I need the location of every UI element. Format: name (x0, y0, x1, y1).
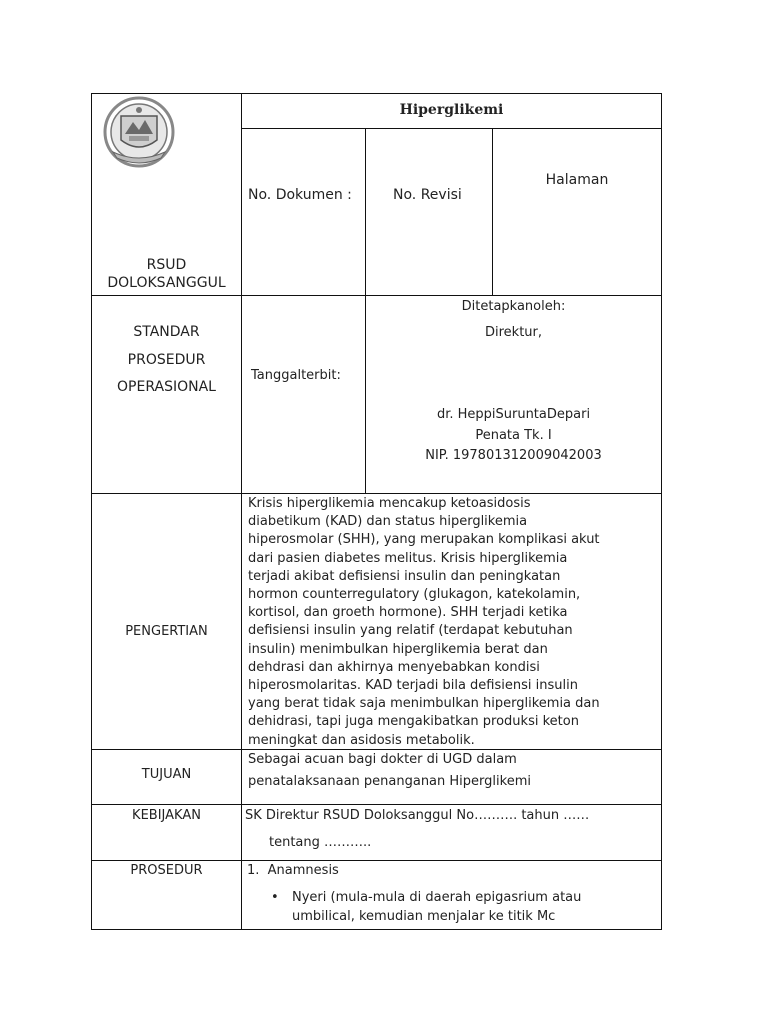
grid-line (91, 860, 662, 861)
hospital-name-line1: RSUD (146, 257, 187, 273)
prosedur-item-anamnesis: 1. Anamnesis (247, 863, 339, 878)
grid-line (241, 128, 662, 129)
pengertian-line: meningkat dan asidosis metabolik. (248, 732, 475, 748)
hospital-name-line2: DOLOKSANGGUL (107, 275, 226, 291)
tujuan-label: TUJUAN (141, 767, 192, 782)
grid-line (492, 128, 493, 295)
pengertian-line: hormon counterregulatory (glukagon, katekolamin, (248, 587, 581, 603)
grid-line (661, 93, 662, 930)
halaman-label: Halaman (545, 172, 609, 188)
pengertian-line: defisiensi insulin yang relatif (terdapat kebutuhan (248, 623, 573, 639)
grid-line (91, 804, 662, 805)
no-revisi-label: No. Revisi (393, 187, 462, 203)
tanggal-terbit-label: Tanggalterbit: (251, 368, 341, 383)
prosedur-label: PROSEDUR (130, 863, 203, 878)
page-title: Hiperglikemi (399, 102, 504, 118)
pengertian-line: dehidrasi, tapi juga mengakibatkan produksi keton (248, 714, 579, 730)
pengertian-line: hiperosmolaritas. KAD terjadi bila defisiensi insulin (248, 678, 578, 694)
pengertian-text (248, 495, 660, 750)
pengertian-line: dari pasien diabetes melitus. Krisis hiperglikemia (248, 550, 568, 566)
pengertian-line: dehdrasi dan akhirnya menyebabkan kondisi (248, 659, 540, 675)
sop-label-line2: PROSEDUR (127, 352, 206, 368)
grid-line (241, 93, 242, 930)
pengertian-line: kortisol, dan groeth hormone). SHH terjadi ketika (248, 605, 568, 621)
pengertian-line: diabetikum (KAD) dan status hiperglikemia (248, 514, 528, 530)
pengertian-label: PENGERTIAN (125, 624, 208, 639)
pengertian-line: Krisis hiperglikemia mencakup ketoasidosis (248, 496, 531, 511)
pengertian-line: insulin) menimbulkan hiperglikemia berat dan (248, 641, 548, 657)
pengertian-line: hiperosmolar (SHH), yang merupakan komplikasi akut (248, 532, 600, 548)
grid-line (91, 295, 662, 296)
sop-label-line3: OPERASIONAL (117, 379, 216, 395)
signatory-rank: Penata Tk. I (475, 428, 552, 443)
regency-crest-logo (99, 96, 179, 168)
signatory-nip: NIP. 197801312009042003 (425, 448, 602, 463)
prosedur-bullet-dot: • (271, 890, 279, 905)
direktur-label: Direktur, (484, 325, 543, 340)
sop-label-line1: STANDAR (133, 324, 200, 340)
pengertian-line: terjadi akibat defisiensi insulin dan peningkatan (248, 568, 561, 584)
signatory-name: dr. HeppiSuruntaDepari (436, 407, 591, 422)
pengertian-line: yang berat tidak saja menimbulkan hiperglikemia dan (248, 696, 600, 712)
grid-line (91, 929, 662, 930)
kebijakan-label: KEBIJAKAN (132, 808, 201, 823)
grid-line (91, 493, 662, 494)
grid-line (91, 93, 662, 94)
ditetapkan-label: Ditetapkanoleh: (461, 299, 566, 314)
tujuan-line1: Sebagai acuan bagi dokter di UGD dalam (248, 752, 517, 767)
kebijakan-line1: SK Direktur RSUD Doloksanggul No………. tahun …… (245, 808, 590, 823)
grid-line (91, 93, 92, 930)
prosedur-bullet-line2: umbilical, kemudian menjalar ke titik Mc (292, 909, 556, 924)
no-dokumen-label: No. Dokumen : (248, 187, 352, 203)
prosedur-bullet-line1: Nyeri (mula-mula di daerah epigasrium atau (292, 890, 582, 905)
tujuan-line2: penatalaksanaan penanganan Hiperglikemi (248, 774, 531, 789)
kebijakan-line2: tentang ……….. (269, 835, 372, 850)
